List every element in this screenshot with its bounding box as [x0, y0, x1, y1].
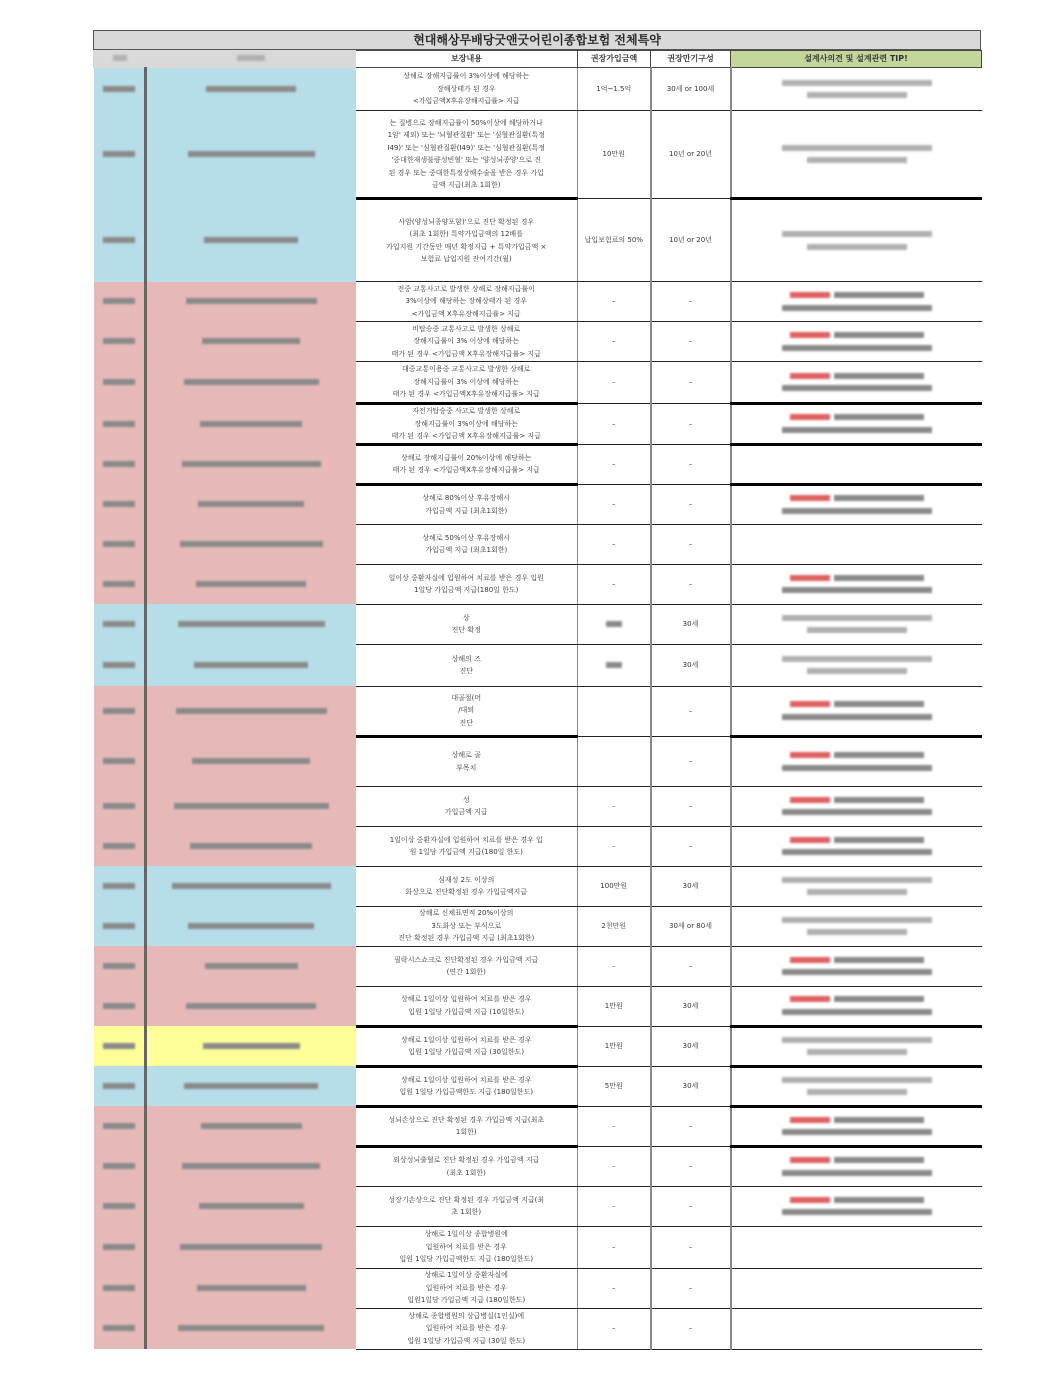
- coverage-content-cell: [356, 866, 578, 906]
- coverage-content-cell: [356, 1308, 578, 1349]
- code-cell: [94, 199, 146, 282]
- code-cell: [94, 1146, 146, 1186]
- amount-cell: –: [578, 1268, 651, 1308]
- rider-name-cell: [146, 1226, 356, 1268]
- code-cell: [94, 68, 146, 111]
- rider-name-cell: [146, 199, 356, 282]
- table-row: [94, 786, 982, 826]
- tip-cell: [731, 906, 982, 946]
- content-line: 상해로 골: [451, 751, 481, 759]
- header-term: 권장만기구성: [651, 51, 731, 68]
- tip-cell: [731, 444, 982, 484]
- term-cell: –: [651, 322, 731, 362]
- content-line: 성뇌손상으로 진단 확정된 경우 가입금액 지급(최초: [388, 1115, 545, 1124]
- table-row: [94, 322, 982, 362]
- rider-name-cell: [146, 826, 356, 866]
- content-line: 상해로 50%이상 후유장해시: [422, 533, 511, 542]
- code-cell: [94, 686, 146, 736]
- content-line: 장해지급률이 3% 이상에 해당하는: [413, 337, 520, 346]
- amount-cell: –: [578, 1106, 651, 1146]
- amount-cell: –: [578, 786, 651, 826]
- term-cell: –: [651, 282, 731, 322]
- tip-cell: [731, 686, 982, 736]
- amount-cell: –: [578, 282, 651, 322]
- coverage-content-cell: [356, 986, 578, 1026]
- amount-cell: –: [578, 564, 651, 604]
- coverage-content-cell: [356, 1186, 578, 1226]
- code-cell: [94, 524, 146, 564]
- table-row: [94, 1268, 982, 1308]
- rider-name-cell: [146, 986, 356, 1026]
- amount-cell: –: [578, 946, 651, 986]
- term-cell: –: [651, 444, 731, 484]
- coverage-content-cell: [356, 404, 578, 445]
- code-cell: [94, 1026, 146, 1066]
- content-line: 1회한): [455, 1128, 477, 1136]
- tip-cell: [731, 111, 982, 199]
- amount-cell: –: [578, 404, 651, 445]
- table-row: [94, 946, 982, 986]
- term-cell: –: [651, 404, 731, 445]
- content-line: 비탑승중 교통사고로 발생한 상해로: [412, 324, 521, 333]
- table-row: [94, 564, 982, 604]
- table-row: [94, 1226, 982, 1268]
- content-line: 1일이상 중환자실에 입원하여 치료를 받은 경우 입: [389, 835, 543, 844]
- rider-name-cell: [146, 906, 356, 946]
- content-line: 대중교통이용중 교통사고로 발생한 상해로: [402, 365, 531, 374]
- table-row: [94, 1308, 982, 1349]
- coverage-content-cell: [356, 322, 578, 362]
- tip-cell: [731, 1066, 982, 1106]
- table-row: [94, 736, 982, 786]
- coverage-content-cell: [356, 644, 578, 686]
- code-cell: [94, 362, 146, 404]
- coverage-content-cell: [356, 199, 578, 282]
- coverage-content-cell: [356, 1106, 578, 1146]
- table-row: [94, 906, 982, 946]
- tip-cell: [731, 282, 982, 322]
- coverage-content-cell: [356, 484, 578, 524]
- tip-cell: [731, 826, 982, 866]
- table-row: [94, 1026, 982, 1066]
- rider-name-cell: [146, 362, 356, 404]
- content-line: 전중 교통사고로 발생한 상해로 장해지급률이: [397, 284, 535, 293]
- content-line: 입원 1일당 가입금액한도 지급 (180일한도): [399, 1255, 534, 1264]
- term-cell: –: [651, 1146, 731, 1186]
- term-cell: 30세: [651, 866, 731, 906]
- code-cell: [94, 282, 146, 322]
- term-cell: 30세: [651, 986, 731, 1026]
- amount-cell: –: [578, 1186, 651, 1226]
- term-cell: –: [651, 484, 731, 524]
- content-line: 태가 된 경우 <가입금액 X후유장해지급률> 지급: [391, 349, 541, 358]
- tip-cell: [731, 866, 982, 906]
- table-row: [94, 686, 982, 736]
- content-line: 가입지원 기간동안 매년 확정지급 + 특약가입금액 ×: [386, 242, 547, 251]
- rider-name-cell: [146, 1026, 356, 1066]
- rider-name-cell: [146, 644, 356, 686]
- content-line: 된 경우 또는 중대한특정상해수술을 받은 경우 가입: [388, 168, 544, 177]
- header-tips: 설계사의견 및 설계관련 TIP!: [731, 51, 982, 68]
- content-line: 상해로 1일이상 중환자실에: [424, 1271, 508, 1280]
- amount-cell: 1만원: [578, 1026, 651, 1066]
- content-line: (최초 1회한): [446, 1168, 486, 1177]
- sheet-title: 현대해상무배당굿앤굿어린이종합보험 전체특약: [93, 30, 981, 50]
- content-line: 상해로 신체표면적 20%이상의: [419, 909, 514, 918]
- coverage-content-cell: [356, 564, 578, 604]
- content-line: 상해로 1일이상 종합병원에: [424, 1230, 508, 1239]
- coverage-content-cell: [356, 736, 578, 786]
- amount-cell: 100만원: [578, 866, 651, 906]
- tip-cell: [731, 199, 982, 282]
- amount-cell: –: [578, 484, 651, 524]
- term-cell: –: [651, 1106, 731, 1146]
- content-line: 초 1회한): [451, 1208, 482, 1216]
- content-line: 상해로 1일이상 입원하여 치료를 받은 경우: [400, 995, 532, 1003]
- term-cell: –: [651, 736, 731, 786]
- term-cell: –: [651, 786, 731, 826]
- coverage-content-cell: [356, 444, 578, 484]
- amount-cell: –: [578, 1308, 651, 1349]
- code-cell: [94, 1066, 146, 1106]
- tip-cell: [731, 1186, 982, 1226]
- coverage-content-cell: [356, 1146, 578, 1186]
- content-line: 3도화상 또는 부식으로: [431, 921, 502, 930]
- code-cell: [94, 1308, 146, 1349]
- content-line: 사암(양성뇌종양포함)'으로 진단 확정된 경우: [398, 217, 535, 226]
- header-rider: [146, 51, 356, 68]
- code-cell: [94, 906, 146, 946]
- table-row: [94, 404, 982, 445]
- rider-name-cell: [146, 111, 356, 199]
- content-line: I49)' 또는 '심혈관질환(I49)' 또는 '심혈관질환(특정: [387, 143, 546, 152]
- content-line: 상해로 1일이상 입원하여 치료를 받은 경우: [400, 1075, 532, 1084]
- table-row: [94, 1066, 982, 1106]
- table-row: [94, 524, 982, 564]
- rider-name-cell: [146, 866, 356, 906]
- amount-cell: 1만원: [578, 986, 651, 1026]
- coverage-content-cell: [356, 786, 578, 826]
- code-cell: [94, 604, 146, 644]
- content-line: 진단: [459, 718, 474, 727]
- amount-cell: 1억~1.5억: [578, 68, 651, 111]
- amount-cell: –: [578, 362, 651, 404]
- content-line: 입원1일당 가입금액 지급 (180일한도): [407, 1296, 526, 1305]
- content-line: 금액 지급(최초 1회한): [432, 181, 501, 189]
- content-line: 화상으로 진단확정된 경우 가입금액지급: [405, 888, 528, 896]
- content-line: 상해로 1일이상 입원하여 치료를 받은 경우: [400, 1035, 532, 1044]
- coverage-content-cell: [356, 1268, 578, 1308]
- content-line: 필락시스쇼크로 진단확정된 경우 가입금액 지급: [394, 955, 539, 964]
- term-cell: –: [651, 686, 731, 736]
- coverage-sheet: [93, 30, 981, 1350]
- tip-cell: [731, 362, 982, 404]
- rider-name-cell: [146, 1146, 356, 1186]
- content-line: /대퇴: [458, 706, 475, 715]
- coverage-content-cell: [356, 906, 578, 946]
- table-row: [94, 444, 982, 484]
- content-line: 1암' 제외) 또는 '뇌혈관질환' 또는 '심혈관질환(특정: [387, 131, 545, 139]
- rider-name-cell: [146, 1268, 356, 1308]
- content-line: 원 1일당 가입금액 지급(180일 한도): [409, 848, 523, 856]
- coverage-content-cell: [356, 946, 578, 986]
- amount-cell: [578, 644, 651, 686]
- table-row: [94, 484, 982, 524]
- amount-cell: –: [578, 444, 651, 484]
- tip-cell: [731, 736, 982, 786]
- table-row: [94, 866, 982, 906]
- content-line: 태가 된 경우 <가입금액 X후유장해지급률> 지급: [391, 432, 541, 440]
- code-cell: [94, 866, 146, 906]
- term-cell: –: [651, 524, 731, 564]
- rider-name-cell: [146, 322, 356, 362]
- content-line: 장해지급률이 3%이상에 해당하는: [414, 419, 518, 428]
- content-line: 입원하여 치료를 받은 경우: [425, 1283, 507, 1292]
- rider-name-cell: [146, 1106, 356, 1146]
- rider-name-cell: [146, 404, 356, 445]
- term-cell: 30세: [651, 1026, 731, 1066]
- tip-cell: [731, 68, 982, 111]
- amount-cell: 10만원: [578, 111, 651, 199]
- amount-cell: –: [578, 1146, 651, 1186]
- content-line: 입원 1일당 가입금액한도 지급 (180일한도): [399, 1088, 534, 1096]
- term-cell: –: [651, 1226, 731, 1268]
- term-cell: –: [651, 826, 731, 866]
- content-line: (최초 1회한) 특약가입금액의 12배를: [409, 230, 523, 238]
- content-line: 입원하여 치료를 받은 경우: [425, 1242, 507, 1251]
- content-line: 태가 된 경우 <가입금액X후유장해지급률> 지급: [392, 390, 540, 399]
- content-line: 보험료 납입지원 잔여기간(월): [420, 255, 512, 263]
- content-line: <가입금액X후유장해지급률> 지급: [412, 97, 520, 106]
- tip-cell: [731, 644, 982, 686]
- rider-name-cell: [146, 1066, 356, 1106]
- code-cell: [94, 946, 146, 986]
- code-cell: [94, 322, 146, 362]
- rider-name-cell: [146, 564, 356, 604]
- code-cell: [94, 1106, 146, 1146]
- tip-cell: [731, 564, 982, 604]
- term-cell: –: [651, 1308, 731, 1349]
- content-line: 일이상 중환자실에 입원하여 치료를 받은 경우 입원: [388, 573, 544, 582]
- term-cell: 10년 or 20년: [651, 111, 731, 199]
- amount-cell: 5만원: [578, 1066, 651, 1106]
- rider-name-cell: [146, 1186, 356, 1226]
- term-cell: –: [651, 564, 731, 604]
- content-line: 3%이상에 해당하는 장해상태가 된 경우: [405, 297, 527, 306]
- coverage-content-cell: [356, 362, 578, 404]
- tip-cell: [731, 1268, 982, 1308]
- table-row: [94, 826, 982, 866]
- code-cell: [94, 826, 146, 866]
- table-row: [94, 362, 982, 404]
- content-line: 장해상태가 된 경우: [436, 84, 496, 93]
- amount-cell: –: [578, 826, 651, 866]
- rider-name-cell: [146, 282, 356, 322]
- term-cell: 30세: [651, 604, 731, 644]
- coverage-content-cell: [356, 524, 578, 564]
- content-line: 입원 1일당 가입금액 지급 (30일 한도): [407, 1336, 526, 1345]
- code-cell: [94, 986, 146, 1026]
- content-line: 상해로 장해지급률이 3%이상에 해당하는: [403, 72, 530, 81]
- table-row: [94, 1146, 982, 1186]
- content-line: 진단 확정된 경우 가입금액 지급 (최초1회한): [398, 934, 535, 943]
- content-line: 가입금액 지급 (최초1회한): [425, 506, 508, 515]
- rider-name-cell: [146, 524, 356, 564]
- content-line: '중대한재생불량성빈혈' 또는 '양성뇌종양'으로 진: [391, 156, 542, 164]
- tip-cell: [731, 1146, 982, 1186]
- rider-name-cell: [146, 1308, 356, 1349]
- content-line: 상: [462, 613, 470, 622]
- code-cell: [94, 1268, 146, 1308]
- coverage-content-cell: [356, 1226, 578, 1268]
- content-line: 상해의 즈: [451, 654, 481, 663]
- code-cell: [94, 786, 146, 826]
- tip-cell: [731, 322, 982, 362]
- content-line: <가입금액 X후유장해지급률> 지급: [411, 309, 521, 318]
- rider-name-cell: [146, 444, 356, 484]
- content-line: 진단: [459, 667, 474, 675]
- term-cell: 30세 or 100세: [651, 68, 731, 111]
- content-line: 가입금액 지급: [444, 808, 488, 816]
- coverage-content-cell: [356, 68, 578, 111]
- table-row: [94, 199, 982, 282]
- term-cell: –: [651, 946, 731, 986]
- content-line: 진단 확정: [451, 626, 481, 634]
- content-line: 대골절(머: [451, 693, 482, 702]
- tip-cell: [731, 1106, 982, 1146]
- table-row: [94, 644, 982, 686]
- term-cell: 30세: [651, 1066, 731, 1106]
- table-row: [94, 1106, 982, 1146]
- content-line: 심재성 2도 이상의: [438, 875, 495, 884]
- coverage-content-cell: [356, 282, 578, 322]
- tip-cell: [731, 1026, 982, 1066]
- coverage-content-cell: [356, 686, 578, 736]
- coverage-content-cell: [356, 826, 578, 866]
- code-cell: [94, 484, 146, 524]
- coverage-table: [93, 50, 982, 1350]
- table-row: [94, 986, 982, 1026]
- term-cell: 10년 or 20년: [651, 199, 731, 282]
- header-row: [94, 51, 982, 68]
- tip-cell: [731, 1308, 982, 1349]
- code-cell: [94, 444, 146, 484]
- code-cell: [94, 404, 146, 445]
- code-cell: [94, 1226, 146, 1268]
- tip-cell: [731, 786, 982, 826]
- coverage-content-cell: [356, 1026, 578, 1066]
- content-line: 상해로 종합병원의 상급병실(1인실)에: [408, 1311, 525, 1320]
- content-line: 입원 1일당 가입금액 지급 (30일한도): [408, 1048, 525, 1056]
- table-row: [94, 604, 982, 644]
- code-cell: [94, 564, 146, 604]
- content-line: 성: [462, 795, 470, 804]
- header-content: 보장내용: [356, 51, 578, 68]
- content-line: 는 질병으로 장해지급률이 50%이상에 해당하거나: [389, 118, 543, 127]
- content-line: 외상성뇌출혈로 진단 확정된 경우 가입금액 지급: [393, 1156, 540, 1164]
- coverage-content-cell: [356, 111, 578, 199]
- code-cell: [94, 644, 146, 686]
- rider-name-cell: [146, 786, 356, 826]
- amount-cell: –: [578, 322, 651, 362]
- amount-cell: [578, 736, 651, 786]
- amount-cell: 2천만원: [578, 906, 651, 946]
- tip-cell: [731, 946, 982, 986]
- content-line: 성장기손상으로 진단 확정된 경우 가입금액 지급(최: [388, 1195, 545, 1204]
- rider-name-cell: [146, 604, 356, 644]
- table-row: [94, 282, 982, 322]
- table-row: [94, 68, 982, 111]
- content-line: 장해지급률이 3% 이상에 해당하는: [413, 377, 520, 386]
- content-line: 자전거탑승중 사고로 발생한 상해로: [412, 407, 521, 415]
- amount-cell: [578, 604, 651, 644]
- tip-cell: [731, 1226, 982, 1268]
- code-cell: [94, 111, 146, 199]
- term-cell: –: [651, 362, 731, 404]
- term-cell: –: [651, 1186, 731, 1226]
- content-line: (연간 1회한): [446, 968, 486, 976]
- table-row: [94, 1186, 982, 1226]
- content-line: 1일당 가입금액 지급(180일 한도): [414, 586, 519, 594]
- code-cell: [94, 736, 146, 786]
- content-line: 가입금액 지급 (최초1회한): [425, 546, 508, 554]
- amount-cell: –: [578, 1226, 651, 1268]
- content-line: 상해로 80%이상 후유장해시: [422, 494, 511, 502]
- coverage-content-cell: [356, 604, 578, 644]
- content-line: 상해로 장해지급률이 20%이상에 해당하는: [401, 453, 532, 462]
- amount-cell: –: [578, 524, 651, 564]
- code-cell: [94, 1186, 146, 1226]
- term-cell: –: [651, 1268, 731, 1308]
- header-code: [94, 51, 146, 68]
- content-line: 입원하여 치료를 받은 경우: [425, 1324, 507, 1333]
- coverage-content-cell: [356, 1066, 578, 1106]
- content-line: 입원 1일당 가입금액 지급 (10일한도): [408, 1007, 525, 1016]
- tip-cell: [731, 484, 982, 524]
- amount-cell: [578, 686, 651, 736]
- term-cell: 30세: [651, 644, 731, 686]
- rider-name-cell: [146, 484, 356, 524]
- rider-name-cell: [146, 946, 356, 986]
- rider-name-cell: [146, 68, 356, 111]
- tip-cell: [731, 986, 982, 1026]
- content-line: 태가 된 경우 <가입금액X후유장해지급률> 지급: [392, 466, 540, 474]
- content-line: 부목치: [456, 763, 477, 772]
- tip-cell: [731, 524, 982, 564]
- tip-cell: [731, 404, 982, 445]
- rider-name-cell: [146, 686, 356, 736]
- term-cell: 30세 or 80세: [651, 906, 731, 946]
- tip-cell: [731, 604, 982, 644]
- header-amount: 권장가입금액: [578, 51, 651, 68]
- table-row: [94, 111, 982, 199]
- amount-cell: 납입보험료의 50%: [578, 199, 651, 282]
- rider-name-cell: [146, 736, 356, 786]
